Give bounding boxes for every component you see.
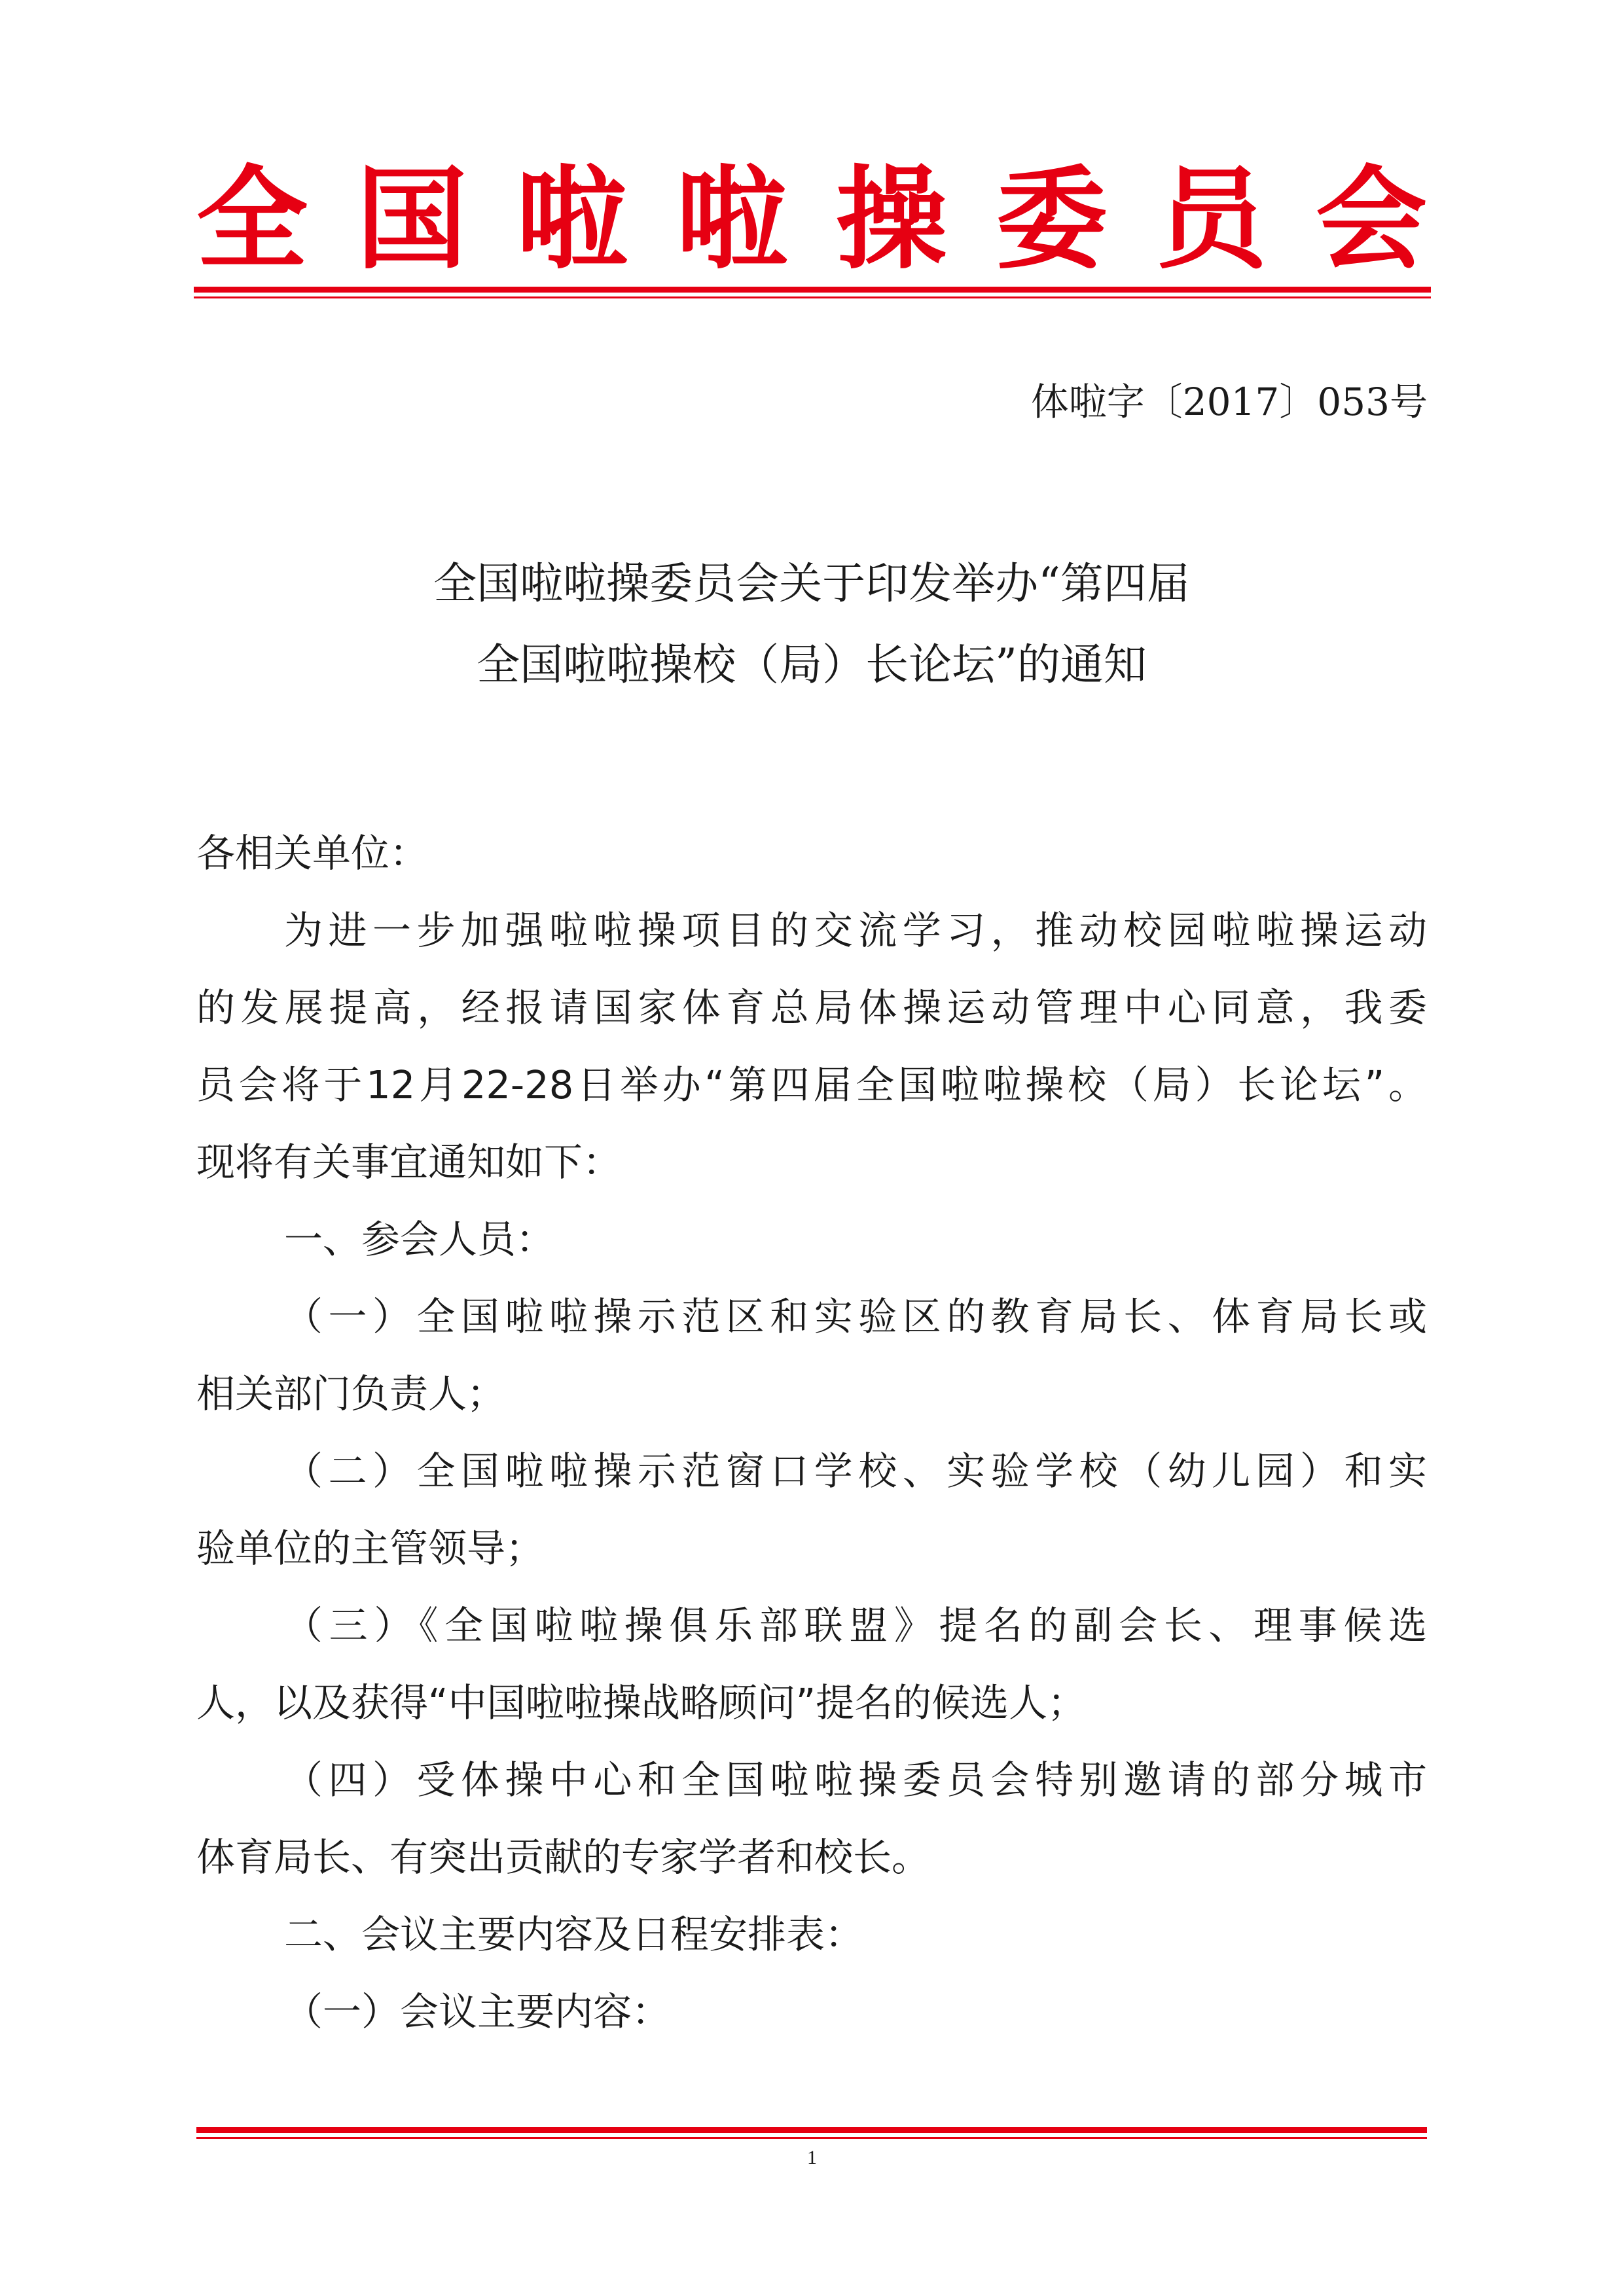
body-line: 员会将于12月22-28日举办“第四届全国啦啦操校（局）长论坛”。: [196, 1062, 1427, 1107]
letterhead-char: 啦: [516, 154, 628, 285]
notice-body: [196, 815, 1427, 2051]
salutation: 各相关单位：: [196, 831, 429, 876]
body-line: 为进一步加强啦啦操项目的交流学习，推动校园啦啦操运动: [284, 908, 1427, 953]
section-heading: 二、会议主要内容及日程安排表：: [284, 1912, 864, 1957]
letterhead-char: 会: [1315, 154, 1427, 285]
section-heading: 一、参会人员：: [284, 1217, 555, 1262]
letterhead-char: 委: [996, 154, 1108, 285]
body-line: 体育局长、有突出贡献的专家学者和校长。: [196, 1835, 931, 1880]
letterhead-char: 操: [836, 154, 948, 285]
body-line: 现将有关事宜通知如下：: [196, 1139, 622, 1185]
notice-title-line: 全国啦啦操校（局）长论坛”的通知: [477, 639, 1147, 690]
body-line: 验单位的主管领导；: [196, 1526, 545, 1571]
body-line: 人，以及获得“中国啦啦操战略顾问”提名的候选人；: [196, 1680, 1087, 1725]
page-number: 1: [807, 2147, 817, 2168]
letterhead-char: 全: [196, 154, 308, 285]
letterhead-char: 员: [1155, 154, 1267, 285]
letterhead-char: 啦: [676, 154, 787, 285]
header-rule-thick: [194, 287, 1431, 293]
letterhead-char: 国: [356, 154, 468, 285]
body-line: 的发展提高，经报请国家体育总局体操运动管理中心同意，我委: [196, 985, 1427, 1030]
notice-title-line: 全国啦啦操委员会关于印发举办“第四届: [433, 558, 1190, 609]
body-line: （四）受体操中心和全国啦啦操委员会特别邀请的部分城市: [284, 1757, 1427, 1803]
body-line: 相关部门负责人；: [196, 1371, 506, 1416]
subsection-heading: （一）会议主要内容：: [284, 1989, 671, 2034]
body-line: （三）《全国啦啦操俱乐部联盟》提名的副会长、理事候选: [284, 1603, 1427, 1648]
notice-title: [196, 543, 1427, 706]
body-line: （二）全国啦啦操示范窗口学校、实验学校（幼儿园）和实: [284, 1448, 1427, 1494]
footer-rule-thin: [196, 2137, 1427, 2139]
body-line: （一）全国啦啦操示范区和实验区的教育局长、体育局长或: [284, 1294, 1427, 1339]
footer-rule-thick: [196, 2127, 1427, 2133]
header-rule-thin: [194, 296, 1431, 298]
document-number: 体啦字〔2017〕053号: [1030, 380, 1428, 424]
letterhead-title: [196, 154, 1427, 285]
